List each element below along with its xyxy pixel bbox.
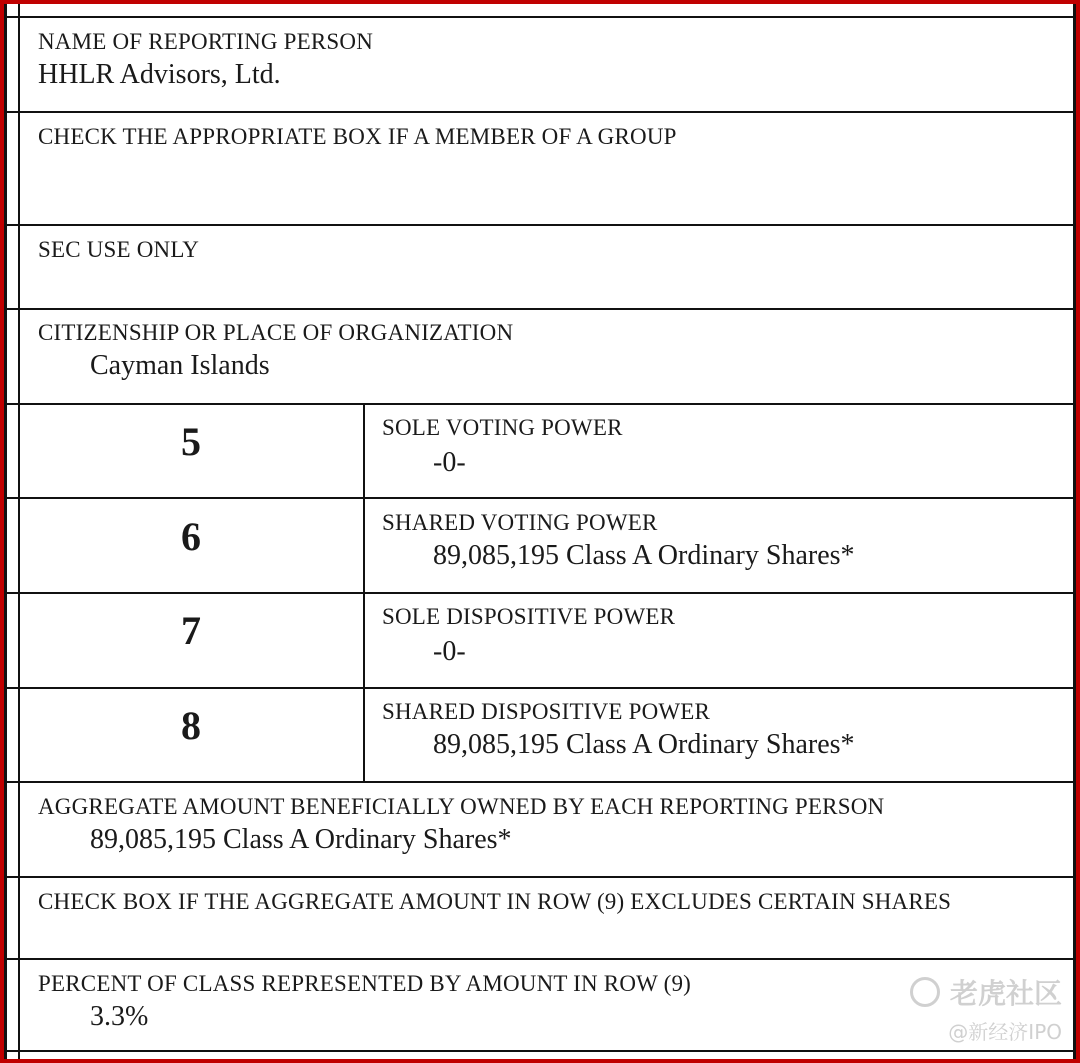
watermark-brand: 老虎社区 [949, 977, 1062, 1010]
sole-dispositive-power-label: SOLE DISPOSITIVE POWER [382, 604, 676, 629]
shared-voting-power-label: SHARED VOTING POWER [382, 510, 658, 535]
sole-dispositive-power-value: -0- [433, 636, 466, 667]
watermark-handle: @新经济IPO [948, 1020, 1062, 1044]
rule [6, 497, 1076, 499]
citizenship-label: CITIZENSHIP OR PLACE OF ORGANIZATION [38, 320, 514, 345]
percent-of-class-value: 3.3% [90, 1001, 149, 1032]
row-number-6: 6 [181, 514, 201, 559]
rule [6, 308, 1076, 310]
rule [6, 592, 1076, 594]
column-divider [363, 403, 365, 783]
rule [6, 111, 1076, 113]
row-number-8: 8 [181, 703, 201, 748]
rule [6, 781, 1076, 783]
row-number-5: 5 [181, 419, 201, 464]
sole-voting-power-label: SOLE VOTING POWER [382, 415, 623, 440]
aggregate-amount-label: AGGREGATE AMOUNT BENEFICIALLY OWNED BY EACH REPORTING PERSON [38, 794, 885, 819]
shared-dispositive-power-label: SHARED DISPOSITIVE POWER [382, 699, 711, 724]
name-of-reporting-person-label: NAME OF REPORTING PERSON [38, 29, 374, 54]
watermark [910, 972, 1062, 1045]
rule [6, 16, 1076, 18]
excludes-certain-shares-label: CHECK BOX IF THE AGGREGATE AMOUNT IN ROW (9) EXCLUDES CERTAIN SHARES [38, 889, 952, 914]
sec-use-only-label: SEC USE ONLY [38, 237, 200, 262]
percent-of-class-label: PERCENT OF CLASS REPRESENTED BY AMOUNT IN ROW (9) [38, 971, 692, 996]
group-member-check-label: CHECK THE APPROPRIATE BOX IF A MEMBER OF A GROUP [38, 124, 677, 149]
rule [6, 876, 1076, 878]
rule [6, 403, 1076, 405]
rule [6, 224, 1076, 226]
tiger-logo-icon [910, 977, 940, 1007]
sole-voting-power-value: -0- [433, 447, 466, 478]
rule [6, 958, 1076, 960]
shared-dispositive-power-value: 89,085,195 Class A Ordinary Shares* [433, 729, 855, 760]
rule [6, 1050, 1076, 1052]
shared-voting-power-value: 89,085,195 Class A Ordinary Shares* [433, 540, 855, 571]
aggregate-amount-value: 89,085,195 Class A Ordinary Shares* [90, 824, 512, 855]
citizenship-value: Cayman Islands [90, 350, 270, 381]
reporting-person-name: HHLR Advisors, Ltd. [38, 59, 281, 90]
left-border [18, 4, 20, 1059]
rule [6, 687, 1076, 689]
row-number-7: 7 [181, 608, 201, 653]
